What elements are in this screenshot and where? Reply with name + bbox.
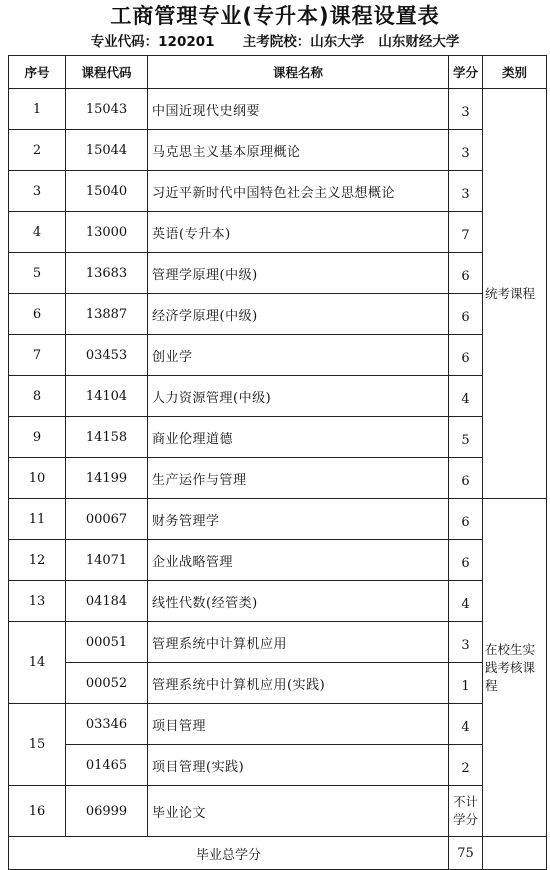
name-cell: 毕业论文 <box>148 786 449 837</box>
seq-cell: 3 <box>9 171 66 212</box>
credit-cell: 5 <box>449 417 483 458</box>
seq-cell: 5 <box>9 253 66 294</box>
school-1: 山东大学 <box>310 34 365 50</box>
name-cell: 财务管理学 <box>148 499 449 540</box>
code-cell: 04184 <box>66 581 148 622</box>
type-cell-unified: 统考课程 <box>483 89 547 499</box>
code-cell: 14104 <box>66 376 148 417</box>
name-cell: 英语(专升本) <box>148 212 449 253</box>
code-cell: 13887 <box>66 294 148 335</box>
credit-cell: 6 <box>449 294 483 335</box>
seq-cell: 6 <box>9 294 66 335</box>
credit-cell: 4 <box>449 704 483 745</box>
credit-cell: 不计学分 <box>449 786 483 837</box>
code-cell: 13000 <box>66 212 148 253</box>
header-code: 课程代码 <box>66 56 148 89</box>
name-cell: 创业学 <box>148 335 449 376</box>
credit-cell: 6 <box>449 458 483 499</box>
course-table <box>8 55 547 870</box>
header-seq: 序号 <box>9 56 66 89</box>
table-row <box>9 540 547 581</box>
credit-cell: 6 <box>449 335 483 376</box>
header-credit: 学分 <box>449 56 483 89</box>
table-row <box>9 663 547 704</box>
credit-cell: 4 <box>449 376 483 417</box>
table-row <box>9 417 547 458</box>
table-row <box>9 130 547 171</box>
table-row <box>9 335 547 376</box>
table-row <box>9 89 547 130</box>
code-cell: 15043 <box>66 89 148 130</box>
credit-cell: 3 <box>449 171 483 212</box>
credit-cell: 4 <box>449 581 483 622</box>
table-row <box>9 212 547 253</box>
table-row <box>9 581 547 622</box>
header-name: 课程名称 <box>148 56 449 89</box>
header-type: 类别 <box>483 56 547 89</box>
code-cell: 15040 <box>66 171 148 212</box>
seq-cell: 9 <box>9 417 66 458</box>
seq-cell: 16 <box>9 786 66 837</box>
table-row <box>9 171 547 212</box>
credit-cell: 3 <box>449 89 483 130</box>
seq-cell: 10 <box>9 458 66 499</box>
total-value: 75 <box>449 837 483 870</box>
code-cell: 06999 <box>66 786 148 837</box>
credit-cell: 2 <box>449 745 483 786</box>
code-cell: 03453 <box>66 335 148 376</box>
code-cell: 00051 <box>66 622 148 663</box>
name-cell: 人力资源管理(中级) <box>148 376 449 417</box>
code-cell: 13683 <box>66 253 148 294</box>
code-cell: 00067 <box>66 499 148 540</box>
name-cell: 管理学原理(中级) <box>148 253 449 294</box>
seq-cell: 1 <box>9 89 66 130</box>
seq-cell: 13 <box>9 581 66 622</box>
code-cell: 15044 <box>66 130 148 171</box>
name-cell: 马克思主义基本原理概论 <box>148 130 449 171</box>
type-cell-school: 在校生实践考核课程 <box>483 499 547 837</box>
seq-cell: 2 <box>9 130 66 171</box>
seq-cell: 7 <box>9 335 66 376</box>
credit-cell: 7 <box>449 212 483 253</box>
code-cell: 01465 <box>66 745 148 786</box>
name-cell: 生产运作与管理 <box>148 458 449 499</box>
table-row <box>9 458 547 499</box>
name-cell: 经济学原理(中级) <box>148 294 449 335</box>
seq-cell: 12 <box>9 540 66 581</box>
name-cell: 企业战略管理 <box>148 540 449 581</box>
credit-cell: 1 <box>449 663 483 704</box>
total-label: 毕业总学分 <box>9 837 449 870</box>
table-row <box>9 704 547 745</box>
table-row <box>9 294 547 335</box>
seq-cell: 14 <box>9 622 66 704</box>
name-cell: 项目管理 <box>148 704 449 745</box>
total-row <box>9 837 547 870</box>
table-row <box>9 745 547 786</box>
school-2: 山东财经大学 <box>378 34 460 50</box>
credit-cell: 6 <box>449 499 483 540</box>
seq-cell: 4 <box>9 212 66 253</box>
name-cell: 线性代数(经管类) <box>148 581 449 622</box>
header-row <box>9 56 547 89</box>
table-row <box>9 253 547 294</box>
page-title: 工商管理专业(专升本)课程设置表 <box>110 4 440 28</box>
credit-cell: 3 <box>449 130 483 171</box>
major-code: 120201 <box>158 34 215 50</box>
subtitle <box>0 32 550 52</box>
name-cell: 习近平新时代中国特色社会主义思想概论 <box>148 171 449 212</box>
seq-cell: 11 <box>9 499 66 540</box>
credit-cell: 6 <box>449 540 483 581</box>
code-cell: 14071 <box>66 540 148 581</box>
name-cell: 商业伦理道德 <box>148 417 449 458</box>
credit-cell: 6 <box>449 253 483 294</box>
credit-cell: 3 <box>449 622 483 663</box>
name-cell: 中国近现代史纲要 <box>148 89 449 130</box>
major-code-label: 专业代码： <box>90 34 159 50</box>
table-row <box>9 499 547 540</box>
code-cell: 14158 <box>66 417 148 458</box>
seq-cell: 8 <box>9 376 66 417</box>
table-row <box>9 376 547 417</box>
code-cell: 03346 <box>66 704 148 745</box>
total-type-empty <box>483 837 547 870</box>
name-cell: 管理系统中计算机应用(实践) <box>148 663 449 704</box>
name-cell: 管理系统中计算机应用 <box>148 622 449 663</box>
school-label: 主考院校： <box>242 34 311 50</box>
code-cell: 00052 <box>66 663 148 704</box>
table-row <box>9 622 547 663</box>
table-row <box>9 786 547 837</box>
seq-cell: 15 <box>9 704 66 786</box>
code-cell: 14199 <box>66 458 148 499</box>
name-cell: 项目管理(实践) <box>148 745 449 786</box>
